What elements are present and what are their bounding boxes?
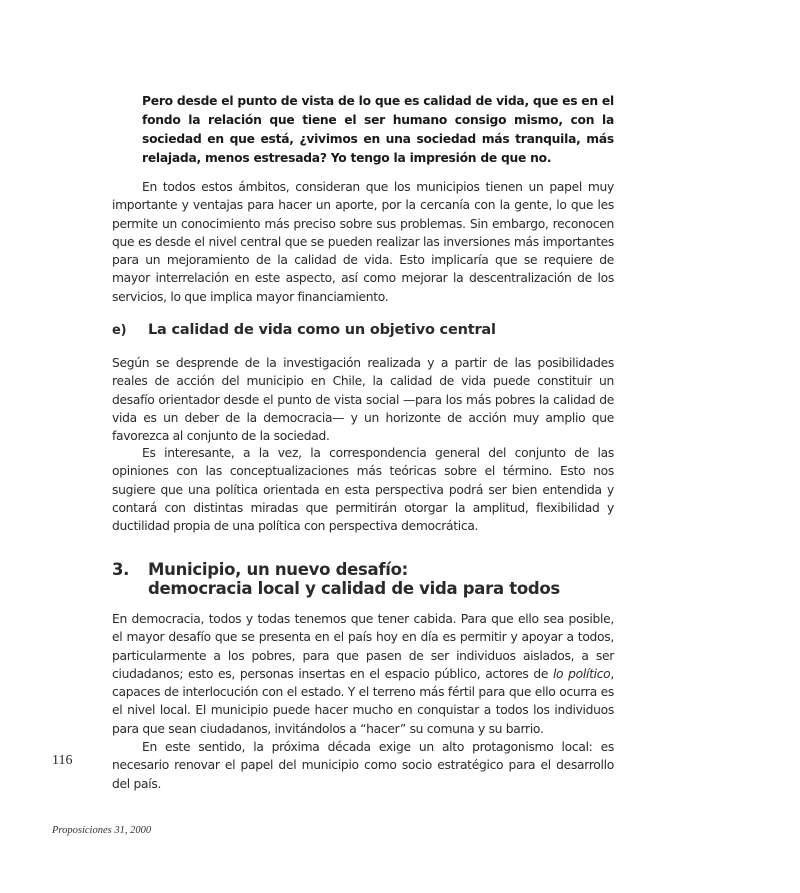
paragraph-democracy-part2: , capaces de interlocución con el estado. Y el terreno más fértil para que ello ocurra es el nivel local. El municipio puede hacer mucho en conquistar a todos los individuos para que sean ciudadanos, invitándolos a “hacer” su comuna y su barrio.	[112, 666, 615, 736]
paragraph-democracy-italic: lo político	[552, 666, 611, 681]
section-title-line1: Municipio, un nuevo desafío:	[148, 560, 408, 579]
subsection-heading	[112, 320, 614, 341]
paragraph-correspondence: Es interesante, a la vez, la correspondencia general del conjunto de las opiniones con las conceptualizaciones más teóricas sobre el término. Esto nos sugiere que una política orientada en esta perspectiva podrá ser bien entendida y contará con distintas miradas que permitirán otorgar la amplitud, flexibilidad y ductilidad propia de una política con perspectiva democrática.	[112, 446, 614, 534]
paragraph-next-decade: En este sentido, la próxima década exige un alto protagonismo local: es necesario renovar el papel del municipio como socio estratégico para el desarrollo del país.	[112, 740, 614, 791]
journal-footer: Proposiciones 31, 2000	[52, 825, 152, 836]
subsection-label: e)	[112, 323, 127, 338]
page-number: 116	[52, 753, 73, 768]
interview-quote: Pero desde el punto de vista de lo que es calidad de vida, que es en el fondo la relación que tiene el ser humano consigo mismo, con la sociedad en que está, ¿vivimos en una sociedad más tranquila, más relajada, menos estresada? Yo tengo la impresión de que no.	[142, 94, 614, 165]
paragraph-democracy	[112, 610, 614, 738]
paragraph-quality-of-life: Según se desprende de la investigación realizada y a partir de las posibilidades reales de acción del municipio en Chile, la calidad de vida puede constituir un desafío orientador desde el punto de vista social —para los más pobres la calidad de vida es un deber de la democracia— y un horizonte de acción muy amplio que favorezca al conjunto de la sociedad.	[112, 356, 614, 444]
paragraph-municipal-role: En todos estos ámbitos, consideran que los municipios tienen un papel muy importante y ventajas para hacer un aporte, por la cercanía con la gente, lo que les permite un conocimiento más preciso sobre sus problemas. Sin embargo, reconocen que es desde el nivel central que se pueden realizar las inversiones más importantes para un mejoramiento de la calidad de vida. Esto implicaría que se requiere de mayor interrelación en este aspecto, así como mejorar la descentralización de los servicios, lo que implica mayor financiamiento.	[112, 180, 614, 304]
section-title-line2: democracia local y calidad de vida para todos	[148, 579, 560, 598]
section-number: 3.	[112, 560, 130, 579]
paragraph-democracy-part1: En democracia, todos y todas tenemos que tener cabida. Para que ello sea posible, el mayor desafío que se presenta en el país hoy en día es permitir y apoyar a todos, particularmente a los pobres, para que pasen de ser individuos aislados, a ser ciudadanos; esto es, personas insertas en el espacio público, actores de	[112, 612, 614, 681]
subsection-title: La calidad de vida como un objetivo central	[148, 322, 496, 338]
